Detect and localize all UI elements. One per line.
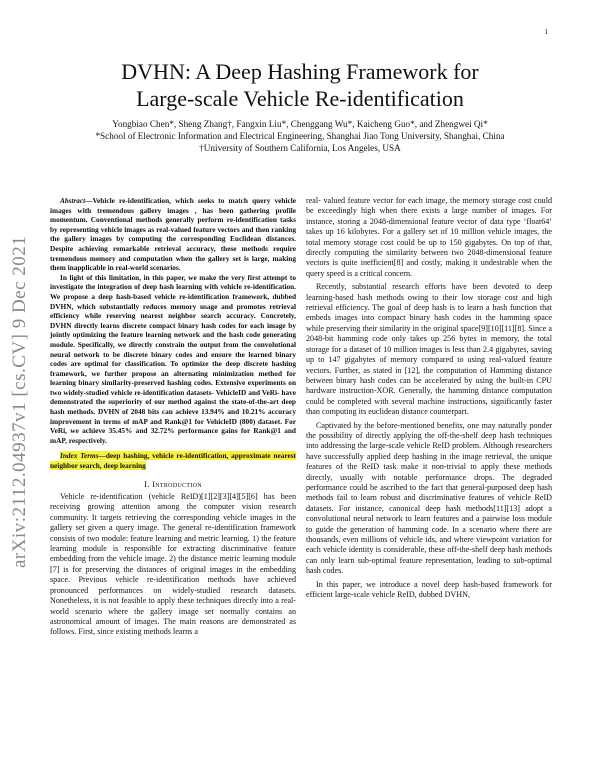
abstract bbox=[50, 196, 296, 445]
intro-paragraph-3: Recently, substantial research efforts have been devoted to deep learning-based hash methods owing to their low storage cost and high retrieval efficiency. The goal of deep hash is to learn a hash function that embeds images into compact binary hash codes in the hamming space while preserving their similarity in the original space[9][10][11][8]. Since a 2048-bit hamming code only takes up 256 bytes in memory, the total storage for a dataset of 10 million images is less than 2.4 gigabytes, saving up to 147 gigabytes of memory compared to using real-valued feature vectors. Further, as stated in [12], the computation of Hamming distance between binary hash codes can be accelerated by using the built-in CPU hardware instruction-XOR. Generally, the hamming distance computation could be completed with several machine instructions, significantly faster than computing its euclidean distance counterpart. bbox=[306, 282, 552, 417]
abstract-text-1: —Vehicle re-identification, which seeks to match query vehicle images with tremendous gallery images , has been gathering profile momentum. Conventional methods generally perform re-identification tasks by representing vehicle images as real-valued feature vectors and then ranking the gallery images by computing the corresponding Euclidean distances. Despite achieving remarkable retrieval accuracy, these methods require tremendous memory and computation when the gallery set is large, making them inapplicable in real-world scenarios. bbox=[50, 196, 296, 273]
author-block bbox=[40, 118, 560, 154]
abstract-paragraph-2: In light of this limitation, in this paper, we make the very first attempt to investigate the integration of deep hash learning with vehicle re-identification. We propose a deep hash-based vehicle re-identification framework, dubbed DVHN, which substantially reduces memory usage and promotes retrieval efficiency while reserving nearest neighbor search accuracy. Concretely, DVHN directly learns discrete compact binary hash codes for each image by jointly optimizing the feature learning network and the hash code generating module. Specifically, we directly constrain the output from the convolutional neural network to be discrete binary codes and ensure the learned binary codes are optimal for classification. To optimize the deep discrete hashing framework, we further propose an alternating minimization method for learning binary similarity-preserved hashing codes. Extensive experiments on two widely-studied vehicle re-identification datasets- VehicleID and VeRi- have demonstrated the superiority of our method against the state-of-the-art deep hash methods. DVHN of 2048 bits can achieve 13.94% and 10.21% accuracy improvement in terms of mAP and Rank@1 for VehicleID (800) dataset. For VeRi, we achieve 35.45% and 32.72% performance gains for Rank@1 and mAP, respectively. bbox=[50, 272, 296, 445]
left-column bbox=[50, 196, 296, 638]
affiliation-sjtu: *School of Electronic Information and Electrical Engineering, Shanghai Jiao Tong University, Shanghai, China bbox=[95, 131, 505, 141]
author-names: Yongbiao Chen*, Sheng Zhang†, Fangxin Liu*, Chenggang Wu*, Kaicheng Guo*, and Zhengwei Qi* bbox=[112, 119, 488, 129]
index-terms-text: —deep hashing, vehicle re-identification, approximate nearest neighbor search, deep learning bbox=[50, 451, 296, 471]
section-heading-introduction: I. Introduction bbox=[144, 478, 202, 489]
intro-paragraph-2: real- valued feature vector for each image, the memory storage cost could be exceedingly high when there exists a large number of images. For instance, storing a 2048-dimensional feature vector of data type ‘float64’ takes up 16 kilobytes. For a gallery set of 10 million vehicle images, the total memory storage cost could be up to 150 gigabytes. On top of that, directly computing the similarity between two 2048-dimensional feature vectors is quite inefficient[8] and costly, making it undesirable when the query speed is a critical concern. bbox=[306, 196, 552, 278]
title-line-2: Large-scale Vehicle Re-identification bbox=[136, 86, 464, 111]
title-line-1: DVHN: A Deep Hashing Framework for bbox=[121, 59, 479, 84]
affiliation-usc: †University of Southern California, Los Angeles, USA bbox=[199, 143, 401, 153]
right-column bbox=[306, 196, 552, 600]
arxiv-identifier: arXiv:2112.04937v1 [cs.CV] 9 Dec 2021 bbox=[9, 235, 30, 568]
intro-paragraph-5: In this paper, we introduce a novel deep hash-based framework for efficient large-scale vehicle ReID, dubbed DVHN, bbox=[306, 579, 552, 600]
index-terms bbox=[50, 451, 296, 470]
abstract-paragraph-1 bbox=[50, 196, 296, 273]
abstract-lead: Abstract bbox=[60, 196, 86, 205]
intro-paragraph-4: Captivated by the before-mentioned benefits, one may naturally ponder the possibility of directly applying the off-the-shelf deep hash techniques into addressing the large-scale vehicle ReID problem. Although researchers have successfully applied deep hashing in the image retrieval, the unique features of the ReID task make it non-trivial to apply these methods directly, usually with notable performance drops. The degraded performance could be ascribed to the fact that general-purposed deep hash methods fail to learn robust and discriminative features of vehicle ReID datasets. For instance, canonical deep hash methods[11][13] adopt a convolutional neural network to learn features and a pairwise loss module to guide the generation of hamming code. In a scenario where there are thousands, even millions of vehicle ids, and where viewpoint variation for each vehicle identity is considerable, these off-the-shelf deep hash methods can only learn sub-optimal feature representation, leading to sub-optimal hash codes. bbox=[306, 420, 552, 576]
index-terms-lead: Index Terms bbox=[60, 451, 99, 461]
paper-title bbox=[60, 58, 540, 112]
intro-paragraph-1: Vehicle re-identification (vehicle ReID)[1][2][3][4][5][6] has been receiving growing attention among the computer vision research community. It targets retrieving the corresponding vehicle images in the gallery set given a query image. The general re-identification framework consists of two module: feature learning and metric learning. 1) the feature learning module is responsible for extracting discriminative feature embedding from the vehicle image. 2) the distance metric learning module [7] is for preserving the distances of original images in the embedding space. Previous vehicle re-identification methods have achieved pronounced performances on widely-studied research datasets. Nonetheless, it is not feasible to apply these techniques directly into a real-world scenario where the gallery image set normally contains an astronomical amount of images. The main reasons are demonstrated as follows. First, since existing methods learns a bbox=[50, 492, 296, 637]
index-terms-highlight bbox=[50, 451, 296, 470]
page-number: 1 bbox=[544, 28, 548, 36]
